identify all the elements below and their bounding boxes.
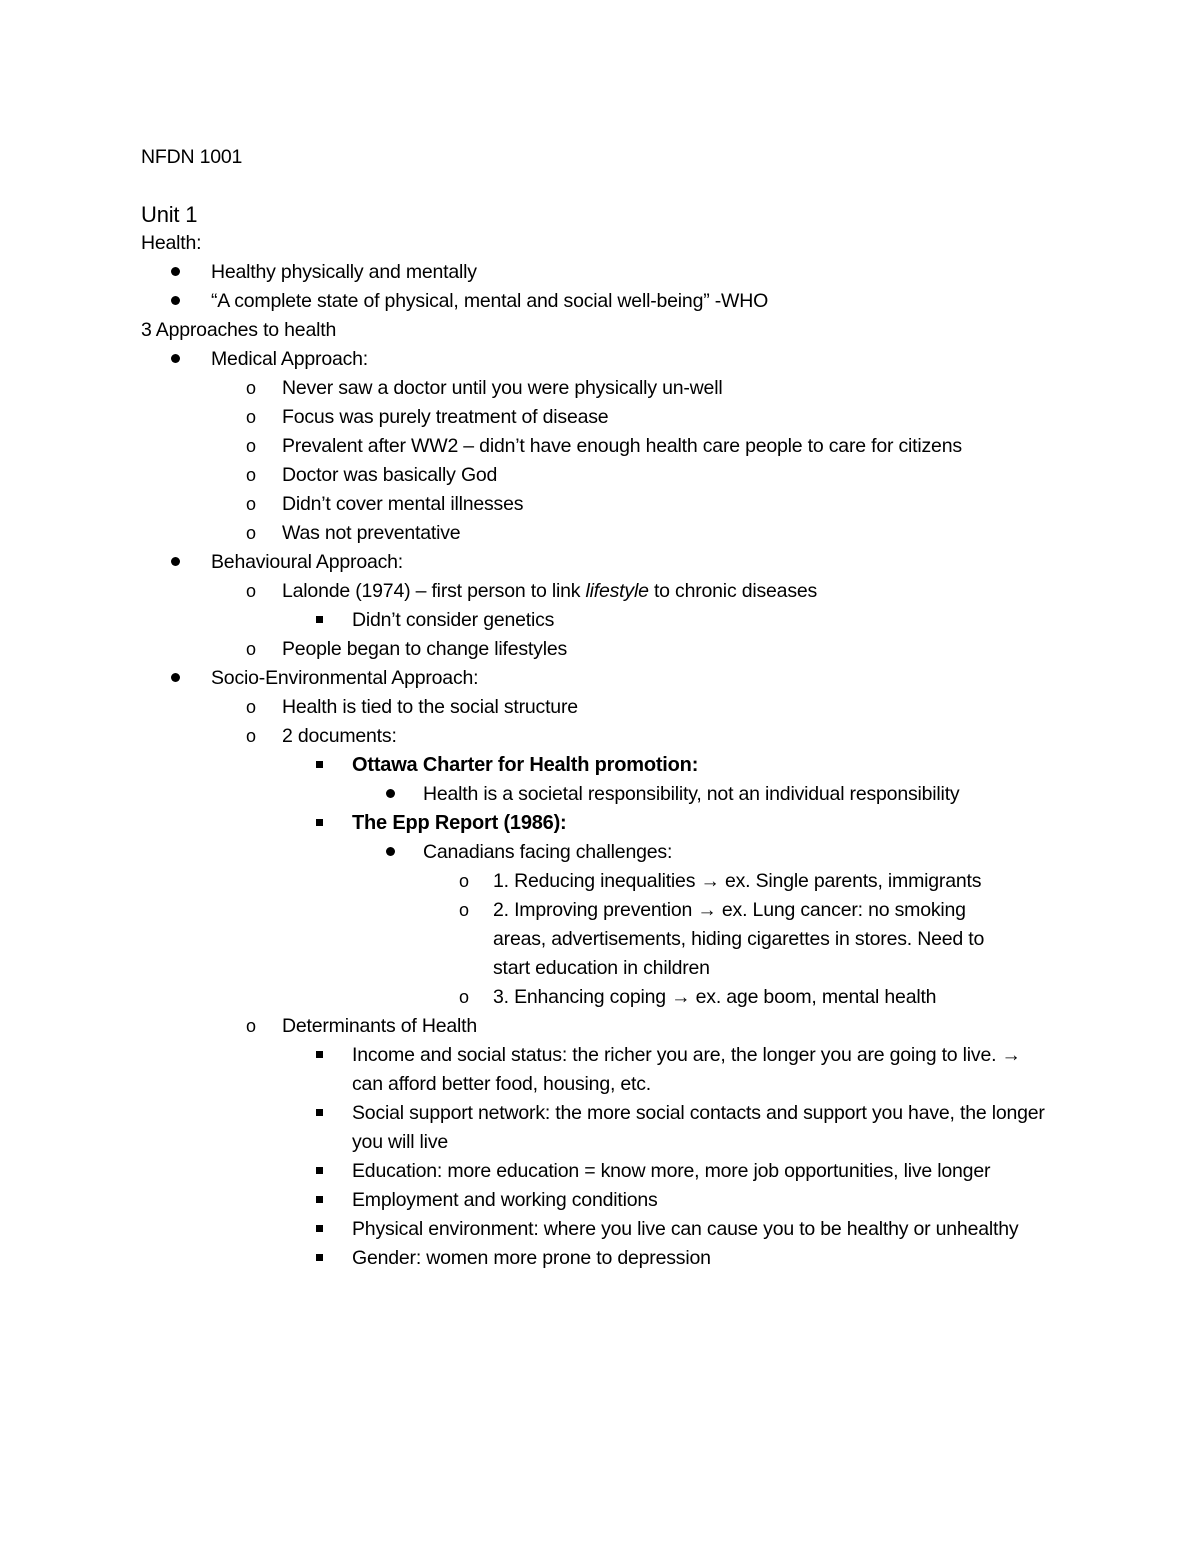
- health-heading: Health:: [141, 232, 202, 254]
- list-item: Healthy physically and mentally: [141, 258, 1081, 287]
- document-body: [141, 143, 1081, 1273]
- bullet-icon: [386, 780, 395, 809]
- square-bullet-icon: [316, 606, 323, 635]
- bullet-icon: [171, 345, 180, 374]
- list-item: Education: more education = know more, more job opportunities, live longer: [141, 1157, 1052, 1186]
- list-item: Physical environment: where you live can cause you to be healthy or unhealthy: [141, 1215, 1052, 1244]
- list-item: Social support network: the more social contacts and support you have, the longer you will live: [141, 1099, 1052, 1157]
- list-item: o Never saw a doctor until you were physically un-well: [141, 374, 1081, 403]
- square-bullet-icon: [316, 809, 323, 838]
- bullet-icon: [171, 287, 180, 316]
- ottawa-charter: Ottawa Charter for Health promotion:: [141, 751, 1081, 780]
- square-bullet-icon: [316, 751, 323, 780]
- circle-bullet-icon: o: [246, 378, 256, 398]
- list-item: Income and social status: the richer you are, the longer you are going to live. → can afford better food, housing, etc.: [141, 1041, 1052, 1099]
- circle-bullet-icon: o: [459, 900, 469, 920]
- bullet-icon: [386, 838, 395, 867]
- square-bullet-icon: [316, 1215, 323, 1244]
- circle-bullet-icon: o: [246, 494, 256, 514]
- list-item: o People began to change lifestyles: [141, 635, 1081, 664]
- square-bullet-icon: [316, 1244, 323, 1273]
- circle-bullet-icon: o: [246, 465, 256, 485]
- square-bullet-icon: [316, 1099, 323, 1128]
- bullet-icon: [171, 258, 180, 287]
- circle-bullet-icon: o: [246, 436, 256, 456]
- approaches-heading: 3 Approaches to health: [141, 319, 337, 341]
- determinants-heading: o Determinants of Health: [141, 1012, 1081, 1041]
- circle-bullet-icon: o: [459, 987, 469, 1007]
- bullet-icon: [171, 664, 180, 693]
- square-bullet-icon: [316, 1186, 323, 1215]
- list-item: Didn’t consider genetics: [141, 606, 1081, 635]
- list-item: o Prevalent after WW2 – didn’t have enough health care people to care for citizens: [141, 432, 1081, 461]
- circle-bullet-icon: o: [246, 697, 256, 717]
- list-item: o Was not preventative: [141, 519, 1081, 548]
- list-item: o Focus was purely treatment of disease: [141, 403, 1081, 432]
- circle-bullet-icon: o: [246, 639, 256, 659]
- circle-bullet-icon: o: [246, 1016, 256, 1036]
- circle-bullet-icon: o: [246, 726, 256, 746]
- list-item: o 1. Reducing inequalities → ex. Single parents, immigrants: [141, 867, 1081, 896]
- square-bullet-icon: [316, 1041, 323, 1070]
- list-item: “A complete state of physical, mental and social well-being” -WHO: [141, 287, 1081, 316]
- list-item: Gender: women more prone to depression: [141, 1244, 1081, 1273]
- unit-title: Unit 1: [141, 202, 198, 227]
- circle-bullet-icon: o: [246, 523, 256, 543]
- list-item: Canadians facing challenges:: [141, 838, 1081, 867]
- socio-environmental-approach: Socio-Environmental Approach:: [141, 664, 1081, 693]
- list-item: o 2 documents:: [141, 722, 1081, 751]
- list-item: o Doctor was basically God: [141, 461, 1081, 490]
- list-item: o Lalonde (1974) – first person to link lifestyle to chronic diseases: [141, 577, 1081, 606]
- circle-bullet-icon: o: [459, 871, 469, 891]
- circle-bullet-icon: o: [246, 581, 256, 601]
- medical-approach: Medical Approach:: [141, 345, 1081, 374]
- square-bullet-icon: [316, 1157, 323, 1186]
- list-item: o 3. Enhancing coping → ex. age boom, mental health: [141, 983, 1081, 1012]
- course-code: NFDN 1001: [141, 146, 243, 168]
- list-item: o 2. Improving prevention → ex. Lung cancer: no smoking areas, advertisements, hiding cigarettes in stores. Need to start education in children: [141, 896, 1013, 983]
- epp-report: The Epp Report (1986):: [141, 809, 1081, 838]
- list-item: Health is a societal responsibility, not an individual responsibility: [141, 780, 1081, 809]
- list-item: o Didn’t cover mental illnesses: [141, 490, 1081, 519]
- circle-bullet-icon: o: [246, 407, 256, 427]
- bullet-icon: [171, 548, 180, 577]
- behavioural-approach: Behavioural Approach:: [141, 548, 1081, 577]
- list-item: Employment and working conditions: [141, 1186, 1081, 1215]
- list-item: o Health is tied to the social structure: [141, 693, 1081, 722]
